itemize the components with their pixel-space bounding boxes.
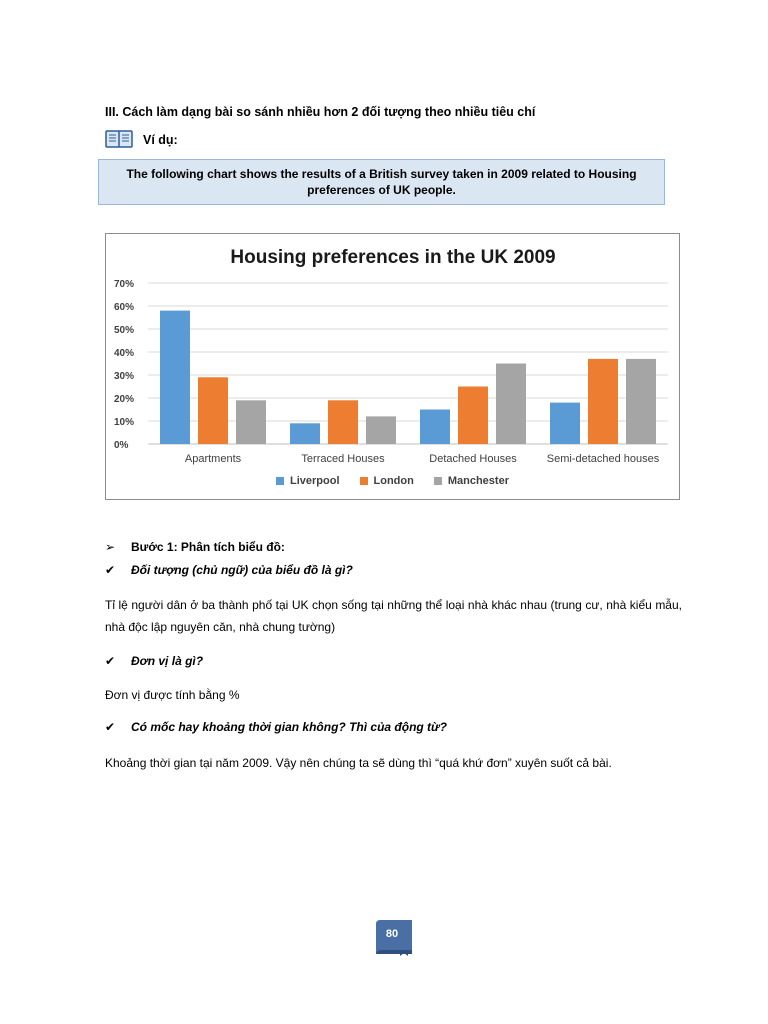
legend-label: Liverpool [290,475,340,487]
answer-1: Tỉ lệ người dân ở ba thành phố tại UK chọn sống tại những thể loại nhà khác nhau (trung cư, nhà kiểu mẫu, nhà độc lập nguyên căn, nhà chung tường) [105,598,682,634]
example-prompt-text: The following chart shows the results of a British survey taken in 2009 related to Housing preferences of UK people. [126,167,637,197]
bar-manchester-3 [626,359,656,444]
bar-london-3 [588,359,618,444]
legend-item-liverpool [276,475,340,487]
legend-item-london [360,475,414,487]
y-tick-label: 20% [114,394,135,405]
x-category-label: Semi-detached houses [546,453,660,465]
legend-label: London [373,475,414,487]
legend-swatch [276,477,284,485]
step-1-line [105,540,285,554]
y-tick-label: 70% [114,279,135,290]
bar-liverpool-1 [290,423,320,444]
check-mark-icon: ✔ [105,654,116,668]
x-category-label: Terraced Houses [301,453,385,465]
step-1-title: Bước 1: Phân tích biểu đồ: [131,540,285,554]
housing-preferences-chart [106,234,679,499]
legend-swatch [434,477,442,485]
bar-liverpool-2 [420,410,450,445]
legend-label: Manchester [447,475,509,487]
bar-liverpool-0 [160,311,190,444]
y-tick-label: 10% [114,417,135,428]
y-tick-label: 60% [114,302,135,313]
question-1-text: Đối tượng (chủ ngữ) của biểu đồ là gì? [131,563,353,577]
question-3 [105,720,447,734]
x-category-label: Detached Houses [429,453,517,465]
answer-2: Đơn vị được tính bằng % [105,688,240,702]
y-tick-label: 50% [114,325,135,336]
x-category-label: Apartments [184,453,242,465]
bar-london-0 [198,377,228,444]
chart-title: Housing preferences in the UK 2009 [230,247,556,268]
question-2-text: Đơn vị là gì? [131,654,204,668]
page-number: 80 [385,928,399,940]
bar-london-2 [458,387,488,445]
bar-manchester-0 [236,400,266,444]
bar-manchester-1 [366,416,396,444]
legend-swatch [360,477,368,485]
bar-manchester-2 [496,364,526,445]
y-tick-label: 0% [114,440,129,451]
example-label: Ví dụ: [143,133,178,147]
open-book-icon [105,129,133,149]
arrow-bullet-icon: ➢ [105,540,116,554]
y-tick-label: 40% [114,348,135,359]
section-heading: III. Cách làm dạng bài so sánh nhiều hơn 2 đối tượng theo nhiều tiêu chí [105,105,536,119]
bar-liverpool-3 [550,403,580,444]
check-mark-icon: ✔ [105,720,116,734]
question-1 [105,563,353,577]
bar-london-1 [328,400,358,444]
answer-3: Khoảng thời gian tại năm 2009. Vậy nên chúng ta sẽ dùng thì “quá khứ đơn” xuyên suốt cả bài. [105,756,612,770]
legend-item-manchester [434,475,509,487]
chart-frame [105,233,680,500]
question-2 [105,654,203,668]
example-prompt-box [98,159,665,205]
question-3-text: Có mốc hay khoảng thời gian không? Thì của động từ? [131,720,447,734]
check-mark-icon: ✔ [105,563,116,577]
chart-legend [106,475,679,487]
y-tick-label: 30% [114,371,135,382]
